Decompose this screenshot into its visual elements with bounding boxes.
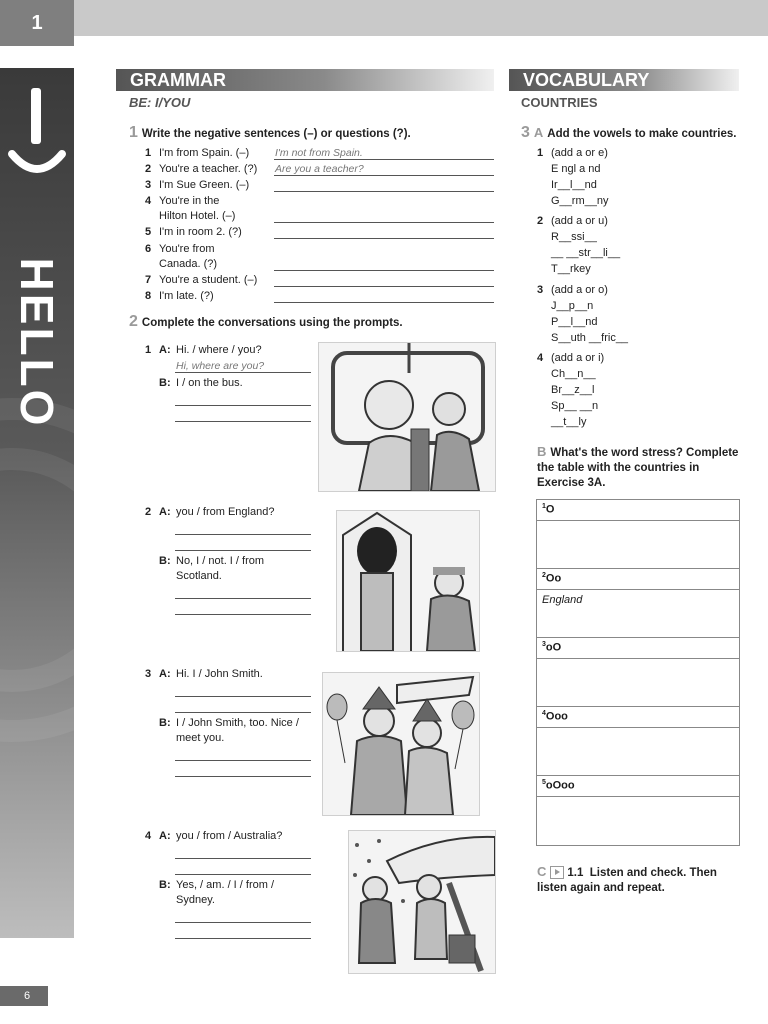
ex1-item [145, 179, 249, 191]
ex1-item-continued: Canada. (?) [159, 258, 218, 270]
pattern-label: O [545, 503, 555, 516]
answer-line[interactable] [274, 238, 494, 239]
bus-phone-illustration-icon [319, 343, 495, 491]
vowel-group [537, 215, 608, 227]
dialogue-line-a [145, 668, 263, 680]
answer-line[interactable] [175, 614, 311, 615]
speaker-a: A: [159, 830, 171, 842]
vowel-group [537, 284, 608, 296]
group-number: 4 [537, 352, 544, 364]
item-number: 7 [145, 274, 152, 286]
page-number: 6 [0, 986, 48, 1006]
pattern-number: 1 [542, 503, 546, 510]
grammar-subheading: BE: I/YOU [129, 95, 191, 110]
ex1-instruction [129, 124, 411, 142]
item-number: 8 [145, 290, 152, 302]
dialogue-line-b-continued: Scotland. [176, 570, 222, 582]
illustration-bus-phone [318, 342, 496, 492]
answer-line[interactable] [274, 175, 494, 176]
answer-line[interactable] [175, 922, 311, 923]
country-word[interactable]: S__uth __fric__ [551, 332, 629, 344]
country-word[interactable]: R__ssi__ [551, 231, 597, 243]
ex1-item [145, 147, 249, 159]
pattern-label: Ooo [545, 710, 568, 723]
ex1-instruction-text: Write the negative sentences (–) or questions (?). [141, 128, 411, 140]
item-prompt: I'm late. (?) [159, 290, 214, 302]
vowel-group [537, 352, 604, 364]
answer-line[interactable] [175, 938, 311, 939]
item-prompt: I'm Sue Green. (–) [159, 179, 250, 191]
grammar-header: GRAMMAR [116, 69, 494, 91]
speaker-a: A: [159, 506, 171, 518]
item-number: 3 [145, 179, 152, 191]
stress-table [536, 499, 740, 846]
ex3b-instruction [537, 444, 742, 491]
item-number: 5 [145, 226, 152, 238]
ex3a-instruction-text: Add the vowels to make countries. [547, 128, 737, 140]
ex1-item [145, 163, 257, 175]
pattern-number: 5 [542, 779, 546, 786]
speaker-a: A: [159, 668, 171, 680]
answer-line[interactable] [175, 874, 311, 875]
stress-pattern-cell[interactable] [537, 728, 739, 776]
dialogue-number: 4 [145, 830, 152, 842]
answer-line[interactable] [175, 550, 311, 551]
answer-line[interactable] [175, 421, 311, 422]
country-word[interactable]: G__rm__ny [551, 195, 609, 207]
group-number: 3 [537, 284, 544, 296]
dialogue-line-b-continued: Sydney. [176, 894, 215, 906]
answer-line[interactable] [274, 302, 494, 303]
dialogue-answer: Hi, where are you? [176, 360, 265, 372]
ex1-number: 1 [129, 124, 138, 141]
audio-track-number: 1.1 [567, 867, 584, 879]
ex1-item-continued: Hilton Hotel. (–) [159, 210, 236, 222]
stress-pattern-cell[interactable] [537, 797, 739, 845]
vocabulary-subheading: COUNTRIES [521, 95, 598, 110]
party-illustration-icon [323, 673, 479, 815]
answer-line[interactable] [274, 191, 494, 192]
ex1-answer: I'm not from Spain. [275, 147, 363, 159]
country-word[interactable]: __ __str__li__ [551, 247, 621, 259]
item-number: 1 [145, 147, 152, 159]
illustration-guard [336, 510, 480, 652]
stress-pattern-cell[interactable]: England [537, 590, 739, 638]
vowel-group [537, 147, 608, 159]
item-prompt: I'm from Spain. (–) [159, 147, 250, 159]
country-word[interactable]: T__rkey [551, 263, 591, 275]
item-number: 2 [145, 163, 152, 175]
item-prompt: You're a teacher. (?) [159, 163, 258, 175]
dialogue-line-b-continued: meet you. [176, 732, 225, 744]
stress-pattern-header [537, 776, 739, 797]
ex1-item [145, 290, 214, 302]
group-hint: (add a or u) [551, 215, 608, 227]
answer-line[interactable] [274, 222, 494, 223]
answer-line[interactable] [175, 712, 311, 713]
item-prompt: I'm in room 2. (?) [159, 226, 242, 238]
stress-pattern-header [537, 707, 739, 728]
speaker-b: B: [159, 717, 171, 729]
dialogue-number: 2 [145, 506, 152, 518]
illustration-plane-snow [348, 830, 496, 974]
pattern-label: Oo [545, 572, 562, 585]
ex1-item [145, 195, 219, 207]
ex3-number: 3 [521, 124, 530, 141]
answer-line[interactable] [175, 405, 311, 406]
decorative-ring [0, 448, 74, 692]
plane-snow-illustration-icon [349, 831, 495, 973]
top-bar [0, 0, 768, 36]
stress-pattern-header [537, 500, 739, 521]
speaker-a: A: [159, 344, 171, 356]
ex3a-instruction [521, 124, 736, 142]
ex1-item [145, 243, 215, 255]
country-word[interactable]: P__l__nd [551, 316, 598, 328]
pattern-label: oOoo [545, 779, 575, 792]
ex3a-letter: A [533, 125, 544, 140]
ex1-item [145, 274, 257, 286]
speaker-b: B: [159, 377, 171, 389]
answer-line[interactable] [175, 760, 311, 761]
group-number: 2 [537, 215, 544, 227]
item-prompt: You're from [159, 243, 215, 255]
prompt-a: Hi. / where / you? [176, 344, 262, 356]
ex3b-letter: B [537, 444, 547, 459]
unit-number: 1 [31, 12, 43, 34]
item-prompt: You're a student. (–) [159, 274, 258, 286]
speaker-b: B: [159, 555, 171, 567]
item-number: 6 [145, 243, 152, 255]
country-word[interactable]: Ch__n__ [551, 368, 596, 380]
group-number: 1 [537, 147, 544, 159]
illustration-party [322, 672, 480, 816]
ex2-number: 2 [129, 313, 138, 330]
prompt-a: you / from England? [176, 506, 275, 518]
pattern-label: oO [545, 641, 562, 654]
answer-line[interactable] [274, 270, 494, 271]
pattern-number: 4 [542, 710, 546, 717]
prompt-b: Yes, / am. / I / from / [176, 879, 275, 891]
stress-pattern-cell[interactable] [537, 659, 739, 707]
item-prompt: You're in the [159, 195, 220, 207]
ex3b-instruction-text: What's the word stress? Complete the table with the countries in Exercise 3A. [537, 447, 739, 489]
ex2-instruction [129, 313, 403, 331]
dialogue-line-b [159, 555, 264, 567]
group-hint: (add a or o) [551, 284, 608, 296]
dialogue-line-a [145, 506, 274, 518]
country-word[interactable]: Sp__ __n [551, 400, 599, 412]
answer-line[interactable] [274, 286, 494, 287]
prompt-b: I / on the bus. [176, 377, 243, 389]
ex3c-instruction-text: Listen and check. Then listen again and repeat. [537, 867, 717, 894]
stress-pattern-header [537, 569, 739, 590]
group-hint: (add a or e) [551, 147, 608, 159]
country-word[interactable]: __t__ly [551, 416, 587, 428]
prompt-a: Hi. I / John Smith. [176, 668, 263, 680]
country-word[interactable]: Ir__l__nd [551, 179, 597, 191]
ex3c-instruction [537, 864, 742, 896]
stress-pattern-cell[interactable] [537, 521, 739, 569]
guard-illustration-icon [337, 511, 479, 651]
dialogue-number: 3 [145, 668, 152, 680]
unit-title: HELLO [11, 257, 63, 429]
ex3c-letter: C [537, 864, 547, 879]
speaker-b: B: [159, 879, 171, 891]
audio-play-icon[interactable] [550, 866, 564, 879]
ex2-instruction-text: Complete the conversations using the prompts. [141, 317, 403, 329]
dialogue-number: 1 [145, 344, 152, 356]
prompt-a: you / from / Australia? [176, 830, 283, 842]
country-word[interactable]: E ngl a nd [551, 163, 601, 175]
unit-tab [0, 0, 74, 46]
unit-sidebar [0, 68, 74, 938]
answer-line[interactable] [175, 696, 311, 697]
ex1-answer: Are you a teacher? [275, 163, 364, 175]
answer-line[interactable] [175, 858, 311, 859]
group-hint: (add a or i) [551, 352, 605, 364]
smiley-logo-icon [0, 80, 74, 190]
dialogue-line-b [159, 879, 274, 891]
country-word[interactable]: J__p__n [551, 300, 594, 312]
prompt-b: No, I / not. I / from [176, 555, 265, 567]
dialogue-line-a [145, 830, 282, 842]
answer-line[interactable] [274, 159, 494, 160]
answer-line[interactable] [175, 372, 311, 373]
stress-pattern-header [537, 638, 739, 659]
pattern-number: 3 [542, 641, 546, 648]
vocabulary-header: VOCABULARY [509, 69, 739, 91]
pattern-number: 2 [542, 572, 546, 579]
dialogue-line-b [159, 377, 243, 389]
country-word[interactable]: Br__z__l [551, 384, 595, 396]
answer-line[interactable] [175, 598, 311, 599]
ex1-item [145, 226, 242, 238]
dialogue-line-b [159, 717, 299, 729]
answer-line[interactable] [175, 776, 311, 777]
prompt-b: I / John Smith, too. Nice / [176, 717, 299, 729]
item-number: 4 [145, 195, 152, 207]
answer-line[interactable] [175, 534, 311, 535]
dialogue-line-a [145, 344, 262, 356]
